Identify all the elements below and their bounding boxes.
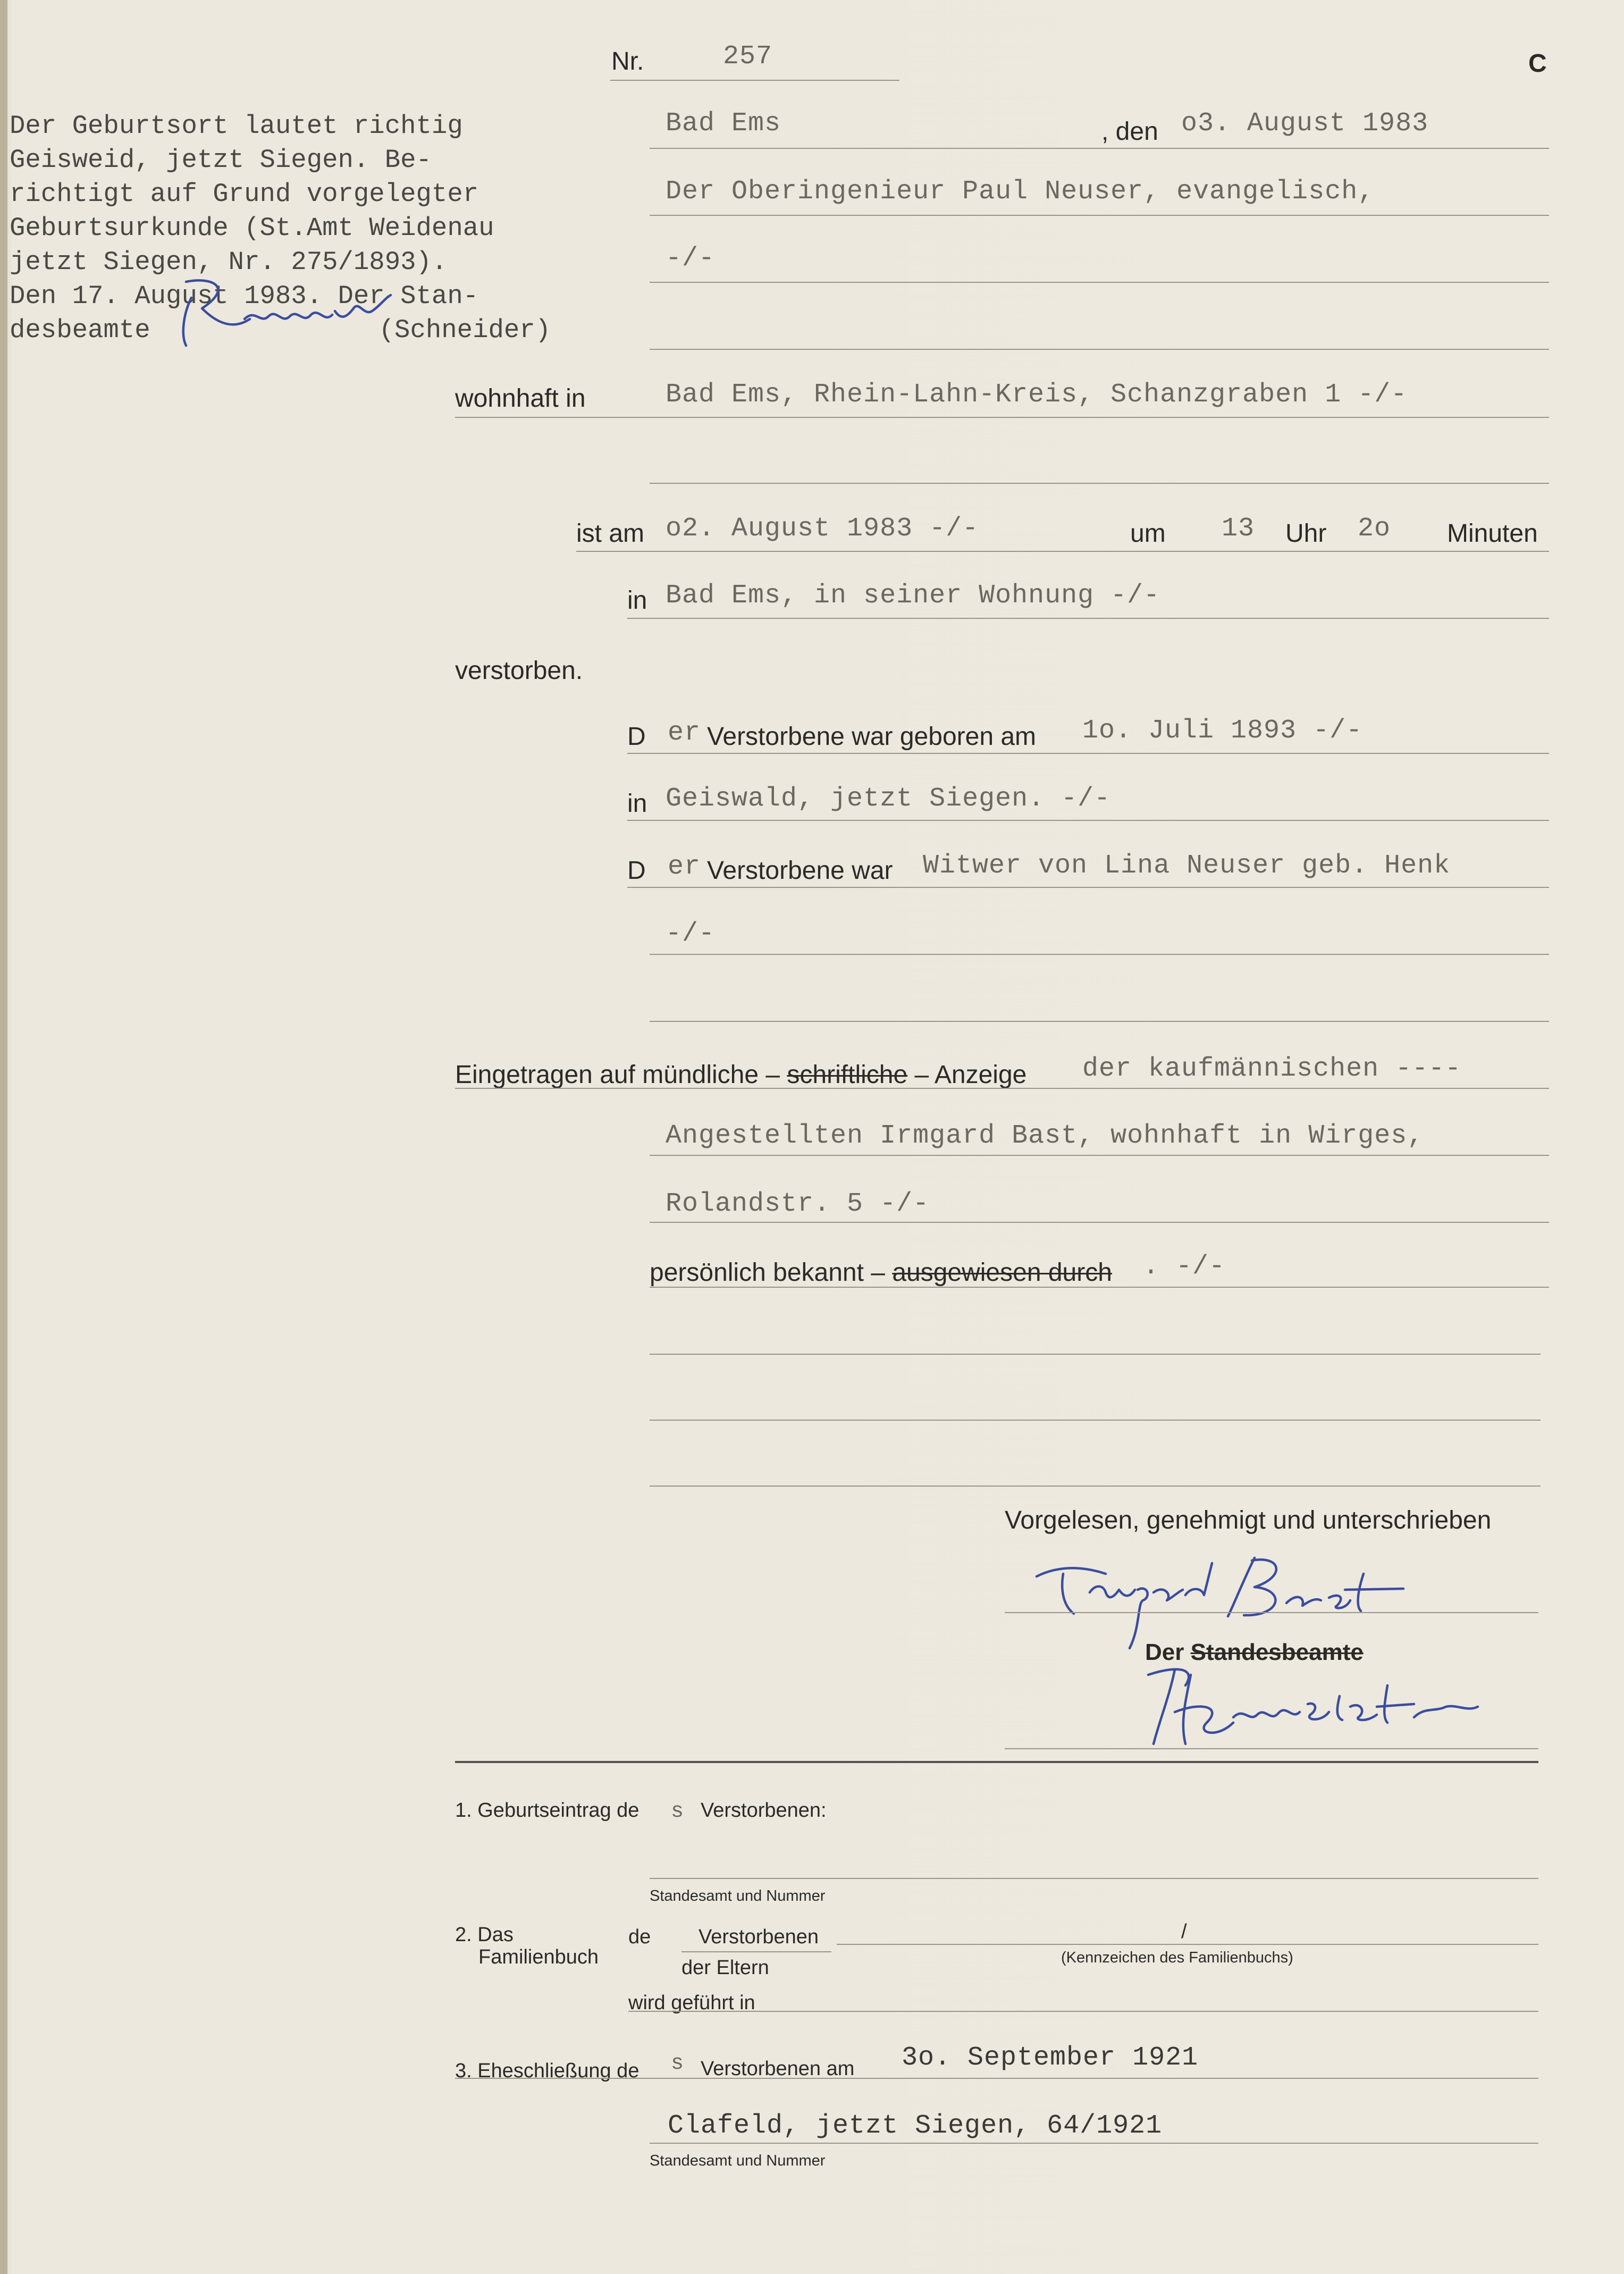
footer-divider bbox=[455, 1761, 1538, 1763]
record-number: 257 bbox=[723, 41, 773, 72]
birth-place-label: in bbox=[627, 790, 647, 818]
item3-suffix: Verstorbenen am bbox=[701, 2058, 855, 2080]
known-line bbox=[650, 1287, 1549, 1288]
blank-line-3 bbox=[650, 1486, 1541, 1487]
item2-slash: / bbox=[1181, 1920, 1187, 1943]
item2-de: de bbox=[628, 1926, 651, 1948]
report-line-2 bbox=[650, 1155, 1549, 1156]
death-date-label: ist am bbox=[576, 519, 645, 548]
record-date: o3. August 1983 bbox=[1181, 108, 1429, 139]
status-prefix-typed: er bbox=[668, 852, 701, 882]
marital-status: Witwer von Lina Neuser geb. Henk bbox=[923, 851, 1451, 881]
date-label: , den bbox=[1101, 118, 1158, 146]
place-date-line bbox=[650, 148, 1549, 149]
item2-led-line bbox=[628, 2011, 1538, 2012]
item2-caption: (Kennzeichen des Familienbuchs) bbox=[1061, 1949, 1293, 1966]
margin-note-line: Geisweid, jetzt Siegen. Be- bbox=[10, 145, 432, 175]
item2-led: wird geführt in bbox=[628, 1992, 755, 2014]
margin-note-line: Der Geburtsort lautet richtig bbox=[10, 111, 463, 141]
reporter-line-2: Angestellten Irmgard Bast, wohnhaft in Wirges, bbox=[666, 1121, 1424, 1151]
residence-line-2 bbox=[650, 483, 1549, 484]
item1-suffix: Verstorbenen: bbox=[701, 1799, 827, 1822]
report-line-3 bbox=[650, 1222, 1549, 1223]
birth-place: Geiswald, jetzt Siegen. -/- bbox=[666, 784, 1111, 814]
margin-note-line: jetzt Siegen, Nr. 275/1893). bbox=[10, 247, 448, 277]
death-place: Bad Ems, in seiner Wohnung -/- bbox=[666, 581, 1160, 611]
died-label: verstorben. bbox=[455, 657, 583, 685]
person-line-1 bbox=[650, 215, 1549, 216]
item3-date: 3o. September 1921 bbox=[902, 2043, 1199, 2073]
death-minute: 2o bbox=[1358, 514, 1391, 544]
margin-note-line: Den 17. August 1983. Der Stan- bbox=[10, 281, 479, 311]
item3-label: 3. Eheschließung de bbox=[455, 2060, 639, 2082]
deceased-person: Der Oberingenieur Paul Neuser, evangelisch, bbox=[666, 177, 1375, 207]
birth-date-line bbox=[627, 753, 1549, 754]
nr-underline bbox=[610, 80, 899, 81]
birth-date: 1o. Juli 1893 -/- bbox=[1082, 716, 1363, 746]
birth-prefix: D bbox=[627, 723, 646, 751]
person-line-2 bbox=[650, 282, 1549, 283]
item2-label-b: Familienbuch bbox=[478, 1946, 599, 1968]
known-label-struck: ausgewiesen durch bbox=[892, 1258, 1112, 1287]
item2-verstorbenen: Verstorbenen bbox=[699, 1926, 819, 1948]
blank-line-1 bbox=[650, 1354, 1541, 1355]
death-place-line bbox=[627, 618, 1549, 619]
time-minuten-label: Minuten bbox=[1447, 519, 1538, 548]
status-line-1 bbox=[627, 887, 1549, 888]
item3-typed: s bbox=[671, 2052, 685, 2076]
death-hour: 13 bbox=[1222, 514, 1255, 544]
registrar-signature bbox=[1138, 1654, 1520, 1760]
deceased-person-extra: -/- bbox=[666, 244, 716, 274]
item1-caption: Standesamt und Nummer bbox=[650, 1887, 826, 1904]
death-place-label: in bbox=[627, 586, 647, 615]
margin-note-prefix: desbeamte bbox=[10, 315, 150, 345]
item2-eltern: der Eltern bbox=[681, 1957, 769, 1979]
time-uhr-label: Uhr bbox=[1285, 519, 1327, 548]
informant-signature-line bbox=[1005, 1612, 1538, 1613]
reporter-line-1: der kaufmännischen ---- bbox=[1082, 1054, 1462, 1084]
item2-verstorbenen-line bbox=[681, 1951, 831, 1952]
person-line-3 bbox=[650, 349, 1549, 350]
binding-edge bbox=[0, 0, 7, 2274]
death-date-line bbox=[576, 551, 1549, 552]
margin-note-line: richtigt auf Grund vorgelegter bbox=[10, 179, 479, 209]
residence-line-1 bbox=[455, 417, 1549, 418]
death-date: o2. August 1983 -/- bbox=[666, 514, 979, 544]
item1-line bbox=[650, 1878, 1538, 1879]
item3-place-line bbox=[650, 2143, 1538, 2144]
blank-line-2 bbox=[650, 1420, 1541, 1421]
item3-date-line bbox=[455, 2078, 1538, 2079]
item1-typed: s bbox=[671, 1800, 685, 1824]
residence-label: wohnhaft in bbox=[455, 384, 586, 413]
residence-value: Bad Ems, Rhein-Lahn-Kreis, Schanzgraben 1 -/- bbox=[666, 380, 1408, 410]
read-approved-label: Vorgelesen, genehmigt und unterschrieben bbox=[1005, 1506, 1492, 1534]
time-um-label: um bbox=[1130, 519, 1166, 548]
marital-status-extra: -/- bbox=[666, 919, 716, 949]
status-line-2 bbox=[650, 954, 1549, 955]
registrar-label: Der Standesbeamte bbox=[1145, 1639, 1364, 1665]
registrar-label-struck: Standesbeamte bbox=[1190, 1639, 1364, 1665]
known-label: persönlich bekannt – ausgewiesen durch bbox=[650, 1258, 1112, 1287]
status-label: Verstorbene war bbox=[707, 857, 893, 885]
registrar-signature-line bbox=[1005, 1748, 1538, 1749]
birth-label: Verstorbene war geboren am bbox=[707, 723, 1037, 751]
nr-label: Nr. bbox=[611, 47, 644, 75]
item2-familienbuch-line bbox=[837, 1944, 1538, 1945]
status-line-3 bbox=[650, 1021, 1549, 1022]
birth-place-line bbox=[627, 820, 1549, 821]
report-label: Eingetragen auf mündliche – schriftliche – Anzeige bbox=[455, 1061, 1027, 1089]
margin-registrar-signature bbox=[170, 266, 404, 362]
margin-note-suffix: (Schneider) bbox=[378, 315, 551, 345]
report-line-1 bbox=[455, 1088, 1549, 1089]
report-label-struck: schriftliche bbox=[787, 1061, 908, 1089]
margin-note-line: Geburtsurkunde (St.Amt Weidenau bbox=[10, 213, 494, 243]
reporter-line-3: Rolandstr. 5 -/- bbox=[666, 1189, 930, 1219]
item3-caption: Standesamt und Nummer bbox=[650, 2152, 826, 2169]
item2-label-a: 2. Das bbox=[455, 1924, 514, 1946]
record-place: Bad Ems bbox=[666, 108, 781, 139]
corner-letter: C bbox=[1528, 49, 1547, 78]
known-typed: . -/- bbox=[1143, 1252, 1226, 1282]
item3-place: Clafeld, jetzt Siegen, 64/1921 bbox=[668, 2111, 1163, 2141]
status-prefix: D bbox=[627, 857, 646, 885]
item1-label: 1. Geburtseintrag de bbox=[455, 1799, 639, 1822]
birth-prefix-typed: er bbox=[668, 718, 701, 748]
